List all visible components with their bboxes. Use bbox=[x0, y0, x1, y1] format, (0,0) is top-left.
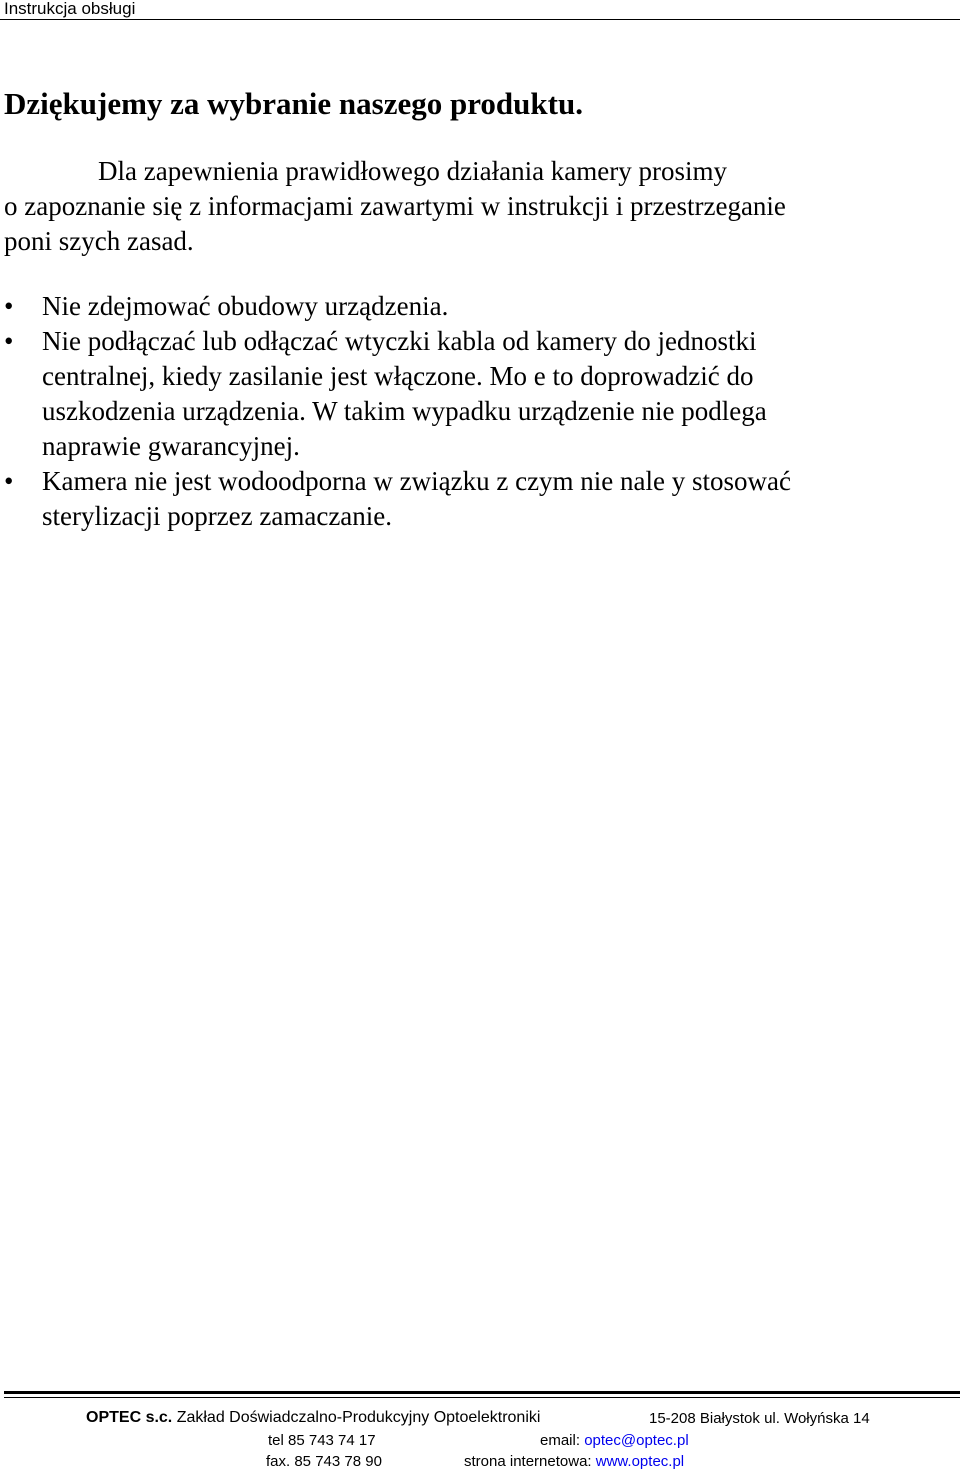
footer-phone: tel 85 743 74 17 bbox=[268, 1432, 376, 1449]
rule-line: Kamera nie jest wodoodporna w związku z czym nie nale y stosować bbox=[42, 466, 791, 496]
rule-line: Nie podłączać lub odłączać wtyczki kabla od kamery do jednostki bbox=[42, 326, 757, 356]
rule-line: sterylizacji poprzez zamaczanie. bbox=[42, 501, 393, 531]
footer-website bbox=[464, 1453, 684, 1470]
bullet-icon: • bbox=[4, 326, 14, 356]
rule-line: uszkodzenia urządzenia. W takim wypadku urządzenie nie podlega bbox=[42, 396, 767, 426]
rule-line: centralnej, kiedy zasilanie jest włączone. Mo e to doprowadzić do bbox=[42, 361, 754, 391]
footer-address: 15-208 Białystok ul. Wołyńska 14 bbox=[649, 1410, 870, 1427]
email-link[interactable]: optec@optec.pl bbox=[584, 1432, 689, 1449]
company-name: OPTEC s.c. bbox=[86, 1409, 173, 1426]
intro-paragraph bbox=[4, 154, 954, 259]
rules-list bbox=[0, 289, 940, 534]
rule-line: naprawie gwarancyjnej. bbox=[42, 431, 300, 461]
rule-item bbox=[0, 324, 940, 464]
bullet-icon: • bbox=[4, 291, 14, 321]
thanks-heading: Dziękujemy za wybranie naszego produktu. bbox=[4, 86, 583, 121]
email-label: email: bbox=[540, 1432, 581, 1449]
footer-email bbox=[540, 1432, 689, 1449]
intro-line: o zapoznanie się z informacjami zawartymi w instrukcji i przestrzeganie bbox=[4, 191, 786, 221]
website-link[interactable]: www.optec.pl bbox=[595, 1453, 685, 1470]
intro-line: Dla zapewnienia prawidłowego działania kamery prosimy bbox=[98, 156, 728, 186]
rule-item bbox=[0, 289, 940, 324]
footer-fax: fax. 85 743 78 90 bbox=[266, 1453, 382, 1470]
footer-company bbox=[86, 1409, 540, 1426]
footer-divider-thick bbox=[4, 1391, 960, 1394]
bullet-icon: • bbox=[4, 466, 14, 496]
footer-divider-thin bbox=[4, 1397, 960, 1398]
rule-line: Nie zdejmować obudowy urządzenia. bbox=[42, 291, 449, 321]
rule-item bbox=[0, 464, 940, 534]
website-label: strona internetowa: bbox=[464, 1453, 592, 1470]
intro-line: poni szych zasad. bbox=[4, 226, 194, 256]
header-divider bbox=[0, 19, 960, 20]
company-description: Zakład Doświadczalno-Produkcyjny Optoelektroniki bbox=[176, 1409, 541, 1426]
page-header: Instrukcja obsługi bbox=[4, 0, 136, 18]
